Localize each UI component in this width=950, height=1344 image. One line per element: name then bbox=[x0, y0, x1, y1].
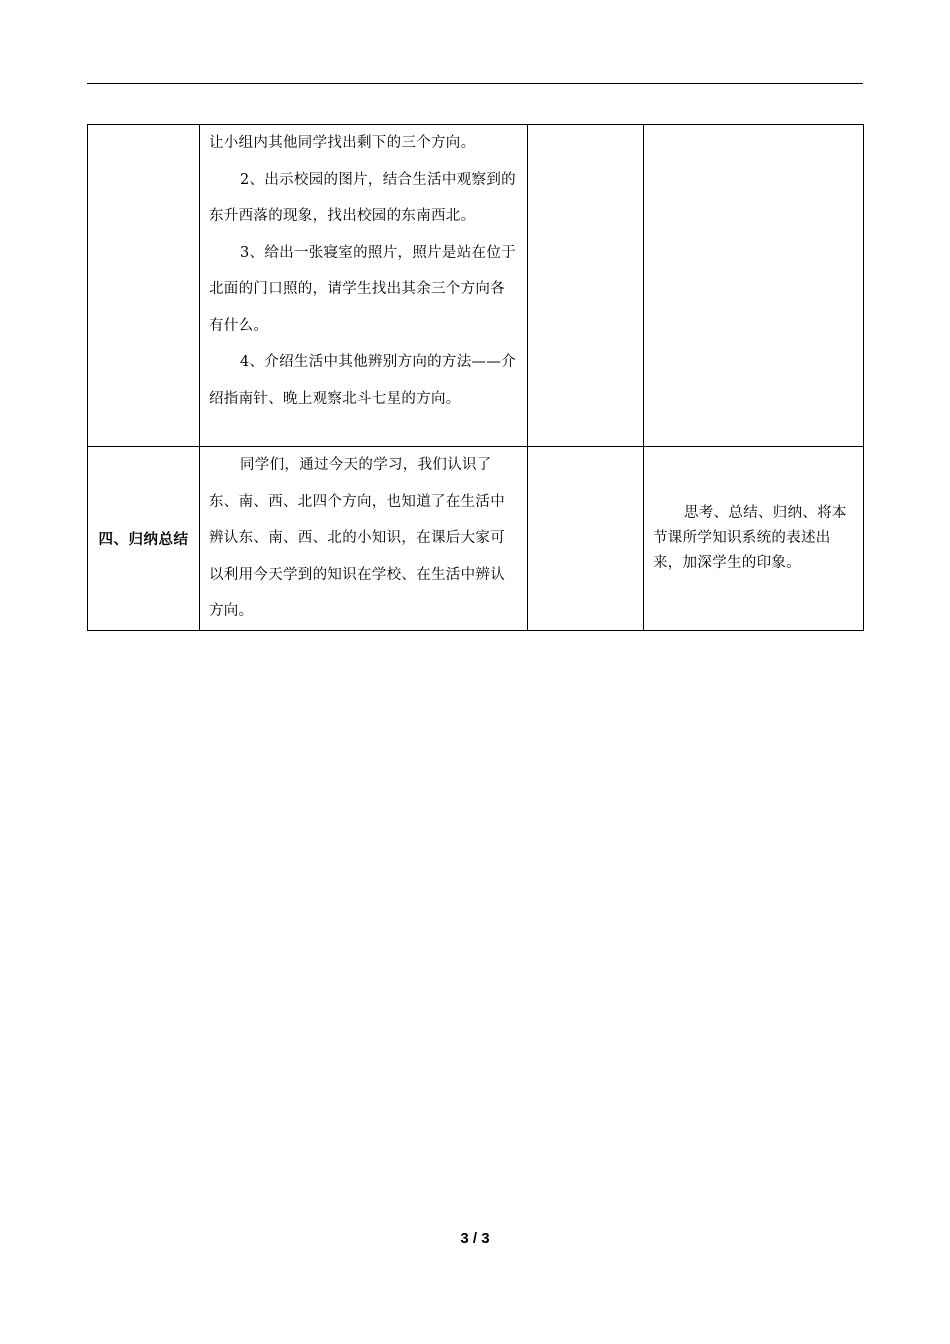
student-cell bbox=[644, 447, 864, 631]
student-cell bbox=[644, 125, 864, 447]
stage-cell bbox=[88, 447, 200, 631]
content-cell bbox=[200, 447, 528, 631]
content-paragraph: 4、介绍生活中其他辨别方向的方法——介绍指南针、晚上观察北斗七星的方向。 bbox=[209, 354, 516, 407]
lesson-plan-table bbox=[87, 124, 864, 631]
content-paragraph: 同学们，通过今天的学习，我们认识了东、南、西、北四个方向，也知道了在生活中辨认东、南、西、北的小知识，在课后大家可以利用今天学到的知识在学校、在生活中辨认方向。 bbox=[209, 457, 505, 619]
student-text: 思考、总结、归纳、将本节课所学知识系统的表述出来，加深学生的印象。 bbox=[653, 505, 847, 571]
table-row bbox=[88, 447, 864, 631]
header-rule bbox=[87, 83, 863, 84]
teacher-cell bbox=[528, 125, 644, 447]
stage-cell bbox=[88, 125, 200, 447]
table-row bbox=[88, 125, 864, 447]
content-paragraph: 3、给出一张寝室的照片，照片是站在位于北面的门口照的，请学生找出其余三个方向各有什么。 bbox=[209, 244, 516, 334]
content-paragraph: 2、出示校园的图片，结合生活中观察到的东升西落的现象，找出校园的东南西北。 bbox=[209, 171, 516, 224]
page-number: 3 / 3 bbox=[460, 1230, 490, 1247]
content-paragraph: 让小组内其他同学找出剩下的三个方向。 bbox=[209, 135, 476, 151]
teacher-cell bbox=[528, 447, 644, 631]
content-cell bbox=[200, 125, 528, 447]
stage-label: 四、归纳总结 bbox=[98, 532, 189, 548]
